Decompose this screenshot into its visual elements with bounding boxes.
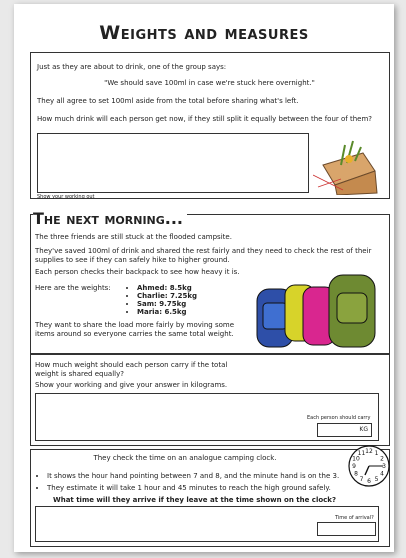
section-drink-sharing <box>30 52 390 199</box>
answer-input[interactable] <box>317 522 376 536</box>
box-illustration <box>313 135 387 195</box>
clock-icon <box>347 444 391 488</box>
bullet-list <box>37 470 357 494</box>
question-text: How much weight should each person carry if the total weight is shared equally? <box>35 361 228 378</box>
list-item: • Charlie: 7.25kg <box>137 292 197 300</box>
answer-label: Time of arrival? <box>335 515 374 521</box>
paragraph-4: They want to share the load more fairly by moving some items around so everyone carries the same total weight. <box>35 321 234 338</box>
agree-text: They all agree to set 100ml aside from the total before sharing what's left. <box>37 97 299 105</box>
clock-number: 2 <box>380 455 384 463</box>
instruction-text: Show your working and give your answer in kilograms. <box>35 381 228 389</box>
clock-number: 5 <box>374 476 379 483</box>
list-item: • They estimate it will take 1 hour and 45 minutes to reach the high ground safely. <box>47 482 357 494</box>
intro-text: They check the time on an analogue camping clock. <box>93 454 277 462</box>
clock-number: 3 <box>382 463 386 470</box>
weights-label: Here are the weights: <box>35 284 111 292</box>
clock-number: 8 <box>354 470 358 478</box>
clock-question: What time will they arrive if they leave at the time shown on the clock? <box>53 496 337 504</box>
section-next-morning <box>30 209 390 354</box>
working-label: Show your working out <box>37 194 95 200</box>
paragraph-1: The three friends are still stuck at the flooded campsite. <box>35 233 232 241</box>
list-item: • Sam: 9.75kg <box>137 300 197 308</box>
backpacks-illustration <box>249 273 387 353</box>
intro-text: Just as they are about to drink, one of the group says: <box>37 63 227 71</box>
clock-number: 4 <box>380 470 384 478</box>
answer-label: Each person should carry <box>307 415 371 421</box>
working-out-box[interactable] <box>37 133 309 193</box>
paragraph-2: They've saved 100ml of drink and shared the rest fairly and they need to check the rest of their supplies to see if they can safely hike to higher ground. <box>35 247 372 264</box>
clock-number: 6 <box>367 478 371 485</box>
list-item: • Maria: 6.5kg <box>137 308 197 316</box>
clock-number: 11 <box>357 450 366 457</box>
clock-number: 7 <box>359 476 364 483</box>
section-heading: The next morning... <box>33 209 187 228</box>
question-text: How much drink will each person get now, if they still split it equally between the four of them? <box>37 115 372 123</box>
list-item: • Ahmed: 8.5kg <box>137 284 197 292</box>
list-item: • It shows the hour hand pointing between 7 and 8, and the minute hand is on the 3. <box>47 470 357 482</box>
page-title: Weights and measures <box>99 22 309 44</box>
clock-number: 10 <box>352 455 360 463</box>
clock-number: 9 <box>352 463 356 470</box>
clock-number: 1 <box>374 450 379 457</box>
paragraph-3: Each person checks their backpack to see how heavy it is. <box>35 268 240 276</box>
worksheet-page <box>14 4 394 552</box>
answer-input[interactable]: KG <box>317 423 372 437</box>
quote-text: "We should save 100ml in case we're stuck here overnight." <box>104 79 315 87</box>
weights-list <box>127 284 197 316</box>
section-clock-time <box>30 449 390 547</box>
clock-number: 12 <box>365 448 373 455</box>
section-weight-share <box>30 354 390 446</box>
